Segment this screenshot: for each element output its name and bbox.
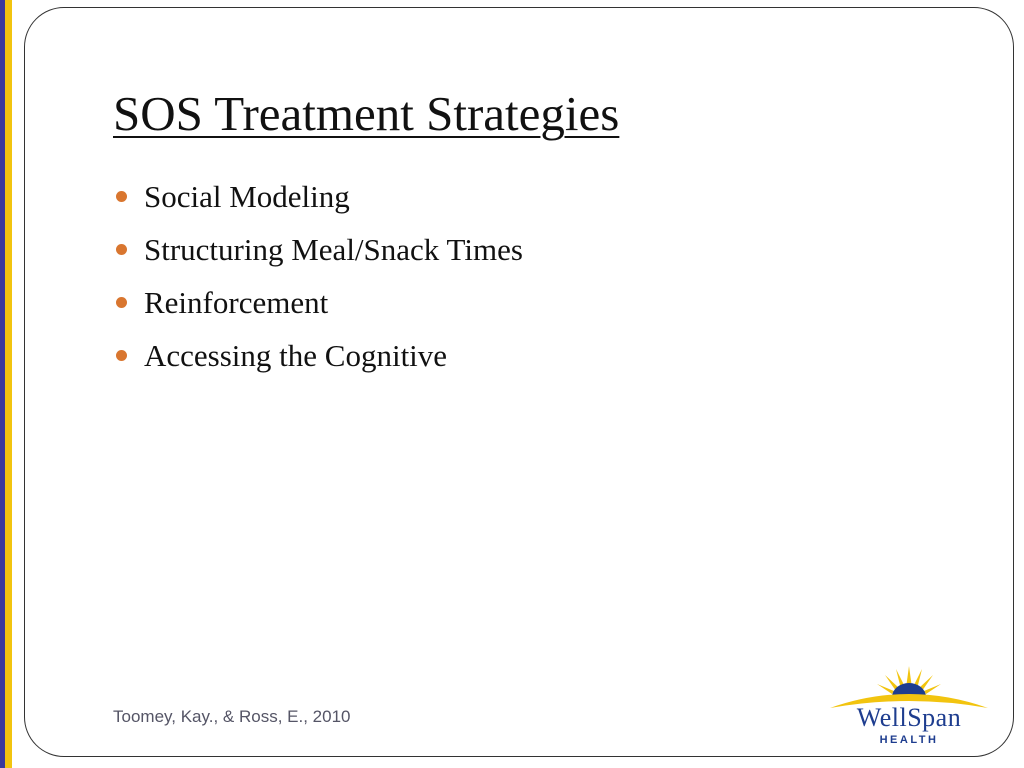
bullet-text: Reinforcement	[144, 284, 329, 320]
logo-subtitle: HEALTH	[879, 734, 939, 746]
bullet-dot-icon	[116, 350, 127, 361]
bullet-dot-icon	[116, 297, 127, 308]
bullet-item	[116, 329, 523, 382]
bullet-dot-icon	[116, 244, 127, 255]
left-gold-stripe	[5, 0, 12, 768]
bullet-item	[116, 276, 523, 329]
bullet-list	[116, 170, 523, 382]
bullet-text: Structuring Meal/Snack Times	[144, 231, 523, 267]
bullet-item	[116, 223, 523, 276]
logo-wordmark: WellSpan	[856, 703, 962, 732]
slide-title: SOS Treatment Strategies	[113, 86, 620, 141]
wellspan-logo	[826, 660, 992, 752]
footer-citation: Toomey, Kay., & Ross, E., 2010	[113, 707, 351, 726]
bullet-text: Accessing the Cognitive	[144, 337, 448, 373]
bullet-dot-icon	[116, 191, 127, 202]
bullet-text: Social Modeling	[144, 178, 350, 214]
bullet-item	[116, 170, 523, 223]
